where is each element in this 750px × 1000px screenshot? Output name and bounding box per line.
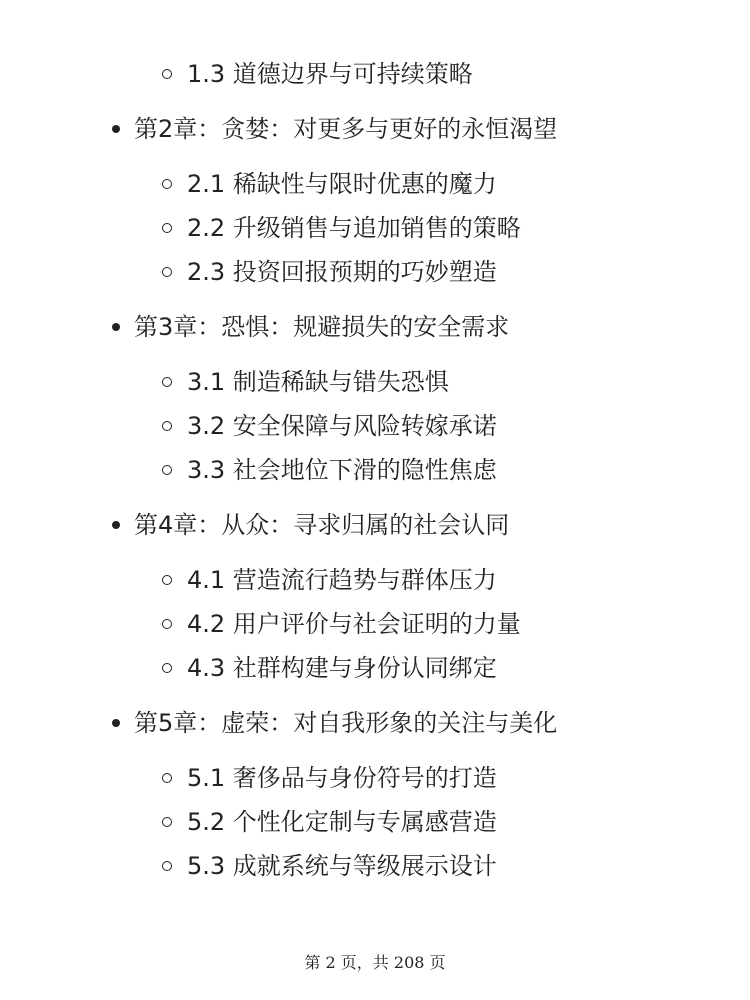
- hollow-bullet-icon: [162, 663, 172, 673]
- toc-section-label: 3.3 社会地位下滑的隐性焦虑: [187, 456, 497, 484]
- toc-section-label: 3.1 制造稀缺与错失恐惧: [187, 368, 449, 396]
- toc-section-label: 5.1 奢侈品与身份符号的打造: [187, 764, 497, 792]
- toc-section-4-3[interactable]: [0, 646, 750, 690]
- section-list-chapter-2: [0, 158, 750, 298]
- hollow-bullet-icon: [162, 421, 172, 431]
- toc-chapter-label: 第5章：虚荣：对自我形象的关注与美化: [134, 709, 558, 737]
- section-list-chapter-5: [0, 752, 750, 892]
- page-number-footer: 第 2 页，共 208 页: [304, 953, 446, 972]
- toc-section-label: 4.3 社群构建与身份认同绑定: [187, 654, 497, 682]
- toc-section-3-2[interactable]: [0, 404, 750, 448]
- hollow-bullet-icon: [162, 619, 172, 629]
- hollow-bullet-icon: [162, 773, 172, 783]
- toc-section-label: 2.1 稀缺性与限时优惠的魔力: [187, 170, 497, 198]
- toc-section-label: 1.3 道德边界与可持续策略: [187, 60, 473, 88]
- hollow-bullet-icon: [162, 817, 172, 827]
- filled-bullet-icon: [112, 719, 120, 727]
- hollow-bullet-icon: [162, 377, 172, 387]
- toc-section-label: 2.3 投资回报预期的巧妙塑造: [187, 258, 497, 286]
- section-list-chapter-4: [0, 554, 750, 694]
- toc-chapter-3[interactable]: [0, 298, 750, 356]
- toc-section-label: 2.2 升级销售与追加销售的策略: [187, 214, 521, 242]
- toc-section-4-2[interactable]: [0, 602, 750, 646]
- toc-section-label: 5.2 个性化定制与专属感营造: [187, 808, 497, 836]
- toc-section-label: 4.1 营造流行趋势与群体压力: [187, 566, 497, 594]
- toc-section-5-3[interactable]: [0, 844, 750, 888]
- toc-section-5-2[interactable]: [0, 800, 750, 844]
- toc-section-2-1[interactable]: [0, 162, 750, 206]
- hollow-bullet-icon: [162, 575, 172, 585]
- toc-section-3-1[interactable]: [0, 360, 750, 404]
- section-list-chapter-3: [0, 356, 750, 496]
- toc-chapter-2[interactable]: [0, 100, 750, 158]
- section-list-chapter-1: [0, 48, 750, 100]
- hollow-bullet-icon: [162, 267, 172, 277]
- toc-section-label: 4.2 用户评价与社会证明的力量: [187, 610, 521, 638]
- hollow-bullet-icon: [162, 861, 172, 871]
- toc-section-2-3[interactable]: [0, 250, 750, 294]
- toc-section-label: 5.3 成就系统与等级展示设计: [187, 852, 497, 880]
- toc-chapter-5[interactable]: [0, 694, 750, 752]
- toc-chapter-4[interactable]: [0, 496, 750, 554]
- hollow-bullet-icon: [162, 465, 172, 475]
- filled-bullet-icon: [112, 323, 120, 331]
- toc-section-1-3[interactable]: [0, 52, 750, 96]
- toc-section-4-1[interactable]: [0, 558, 750, 602]
- hollow-bullet-icon: [162, 179, 172, 189]
- toc-section-3-3[interactable]: [0, 448, 750, 492]
- toc-chapter-label: 第4章：从众：寻求归属的社会认同: [134, 511, 510, 539]
- hollow-bullet-icon: [162, 69, 172, 79]
- toc-chapter-label: 第3章：恐惧：规避损失的安全需求: [134, 313, 510, 341]
- filled-bullet-icon: [112, 521, 120, 529]
- filled-bullet-icon: [112, 125, 120, 133]
- toc-section-2-2[interactable]: [0, 206, 750, 250]
- toc-chapter-label: 第2章：贪婪：对更多与更好的永恒渴望: [134, 115, 558, 143]
- toc-section-5-1[interactable]: [0, 756, 750, 800]
- hollow-bullet-icon: [162, 223, 172, 233]
- table-of-contents: [0, 48, 750, 892]
- toc-section-label: 3.2 安全保障与风险转嫁承诺: [187, 412, 497, 440]
